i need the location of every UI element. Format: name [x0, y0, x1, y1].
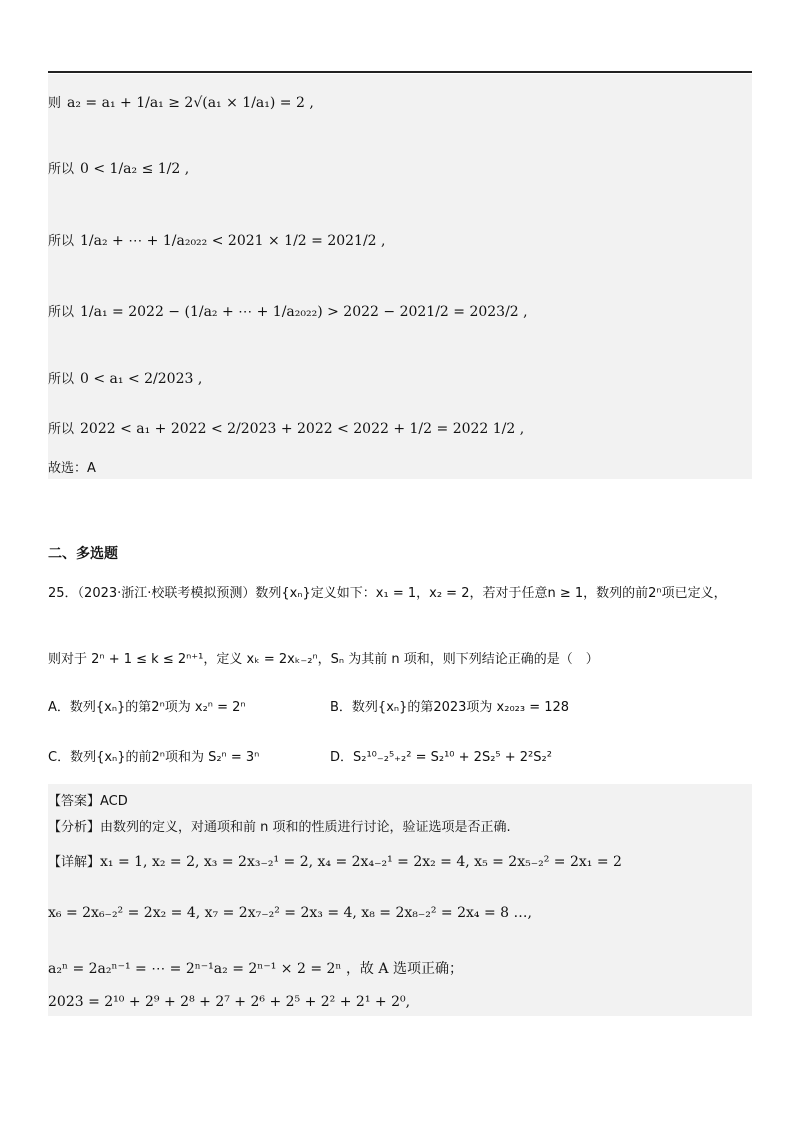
- section-heading: 二、多选题: [48, 546, 118, 562]
- line-prefix: 所以: [48, 372, 75, 387]
- solution-line-5: [48, 370, 202, 389]
- top-rule: [48, 71, 752, 73]
- detail-line-2: [48, 905, 532, 921]
- line-prefix: 故选：A: [48, 461, 96, 476]
- detail-line-1: [48, 851, 622, 870]
- answer-line: 【答案】ACD: [48, 794, 128, 809]
- question-stem-line-1: 25．（2023·浙江·校联考模拟预测）数列{xₙ}定义如下：x₁ = 1，x₂ = 2，若对于任意n ≥ 1，数列的前2ⁿ项已定义，: [48, 586, 727, 601]
- line-prefix: 所以: [48, 422, 75, 437]
- detail-math: x₆ = 2x₆₋₂² = 2x₂ = 4, x₇ = 2x₇₋₂² = 2x₃ = 4, x₈ = 2x₈₋₂² = 2x₄ = 8 …,: [48, 905, 532, 921]
- line-prefix: 所以: [48, 162, 75, 177]
- option-c: C．数列{xₙ}的前2ⁿ项和为 S₂ⁿ = 3ⁿ: [48, 750, 260, 765]
- detail-math: x₁ = 1, x₂ = 2, x₃ = 2x₃₋₂¹ = 2, x₄ = 2x₄₋₂¹ = 2x₂ = 4, x₅ = 2x₅₋₂² = 2x₁ = 2: [100, 854, 622, 870]
- line-math: 1/a₁ = 2022 − (1/a₂ + ⋯ + 1/a₂₀₂₂) > 2022 − 2021/2 = 2023/2 ,: [80, 304, 528, 320]
- detail-label: 【详解】: [48, 855, 101, 870]
- line-prefix: 所以: [48, 305, 75, 320]
- detail-line-4: [48, 994, 410, 1010]
- previous-solution-panel: [48, 74, 752, 479]
- option-d: D．S₂¹⁰₋₂⁵₊₂² = S₂¹⁰ + 2S₂⁵ + 2²S₂²: [330, 750, 552, 765]
- detail-math: 2023 = 2¹⁰ + 2⁹ + 2⁸ + 2⁷ + 2⁶ + 2⁵ + 2² + 2¹ + 2⁰,: [48, 994, 411, 1010]
- solution-line-6: [48, 420, 524, 439]
- analysis-line: 【分析】由数列的定义，对通项和前 n 项和的性质进行讨论，验证选项是否正确.: [48, 820, 511, 835]
- option-b: B．数列{xₙ}的第2023项为 x₂₀₂₃ = 128: [330, 700, 570, 715]
- solution-line-1: [48, 94, 314, 113]
- line-math: a₂ = a₁ + 1/a₁ ≥ 2√(a₁ × 1/a₁) = 2 ,: [67, 95, 314, 111]
- solution-line-2: [48, 160, 189, 179]
- line-math: 0 < a₁ < 2/2023 ,: [80, 371, 203, 387]
- detail-math: a₂ⁿ = 2a₂ⁿ⁻¹ = ⋯ = 2ⁿ⁻¹a₂ = 2ⁿ⁻¹ × 2 = 2ⁿ ，故 A 选项正确；: [48, 961, 463, 977]
- line-math: 0 < 1/a₂ ≤ 1/2 ,: [80, 161, 190, 177]
- solution-line-7: [48, 459, 102, 478]
- solution-line-3: [48, 232, 386, 251]
- line-prefix: 则: [48, 96, 62, 111]
- line-math: 2022 < a₁ + 2022 < 2/2023 + 2022 < 2022 + 1/2 = 2022 1/2 ,: [80, 421, 525, 437]
- solution-line-4: [48, 303, 528, 322]
- question-stem-line-2: 则对于 2ⁿ + 1 ≤ k ≤ 2ⁿ⁺¹，定义 xₖ = 2xₖ₋₂ⁿ，Sₙ 为其前 n 项和，则下列结论正确的是（ ）: [48, 652, 599, 667]
- line-math: 1/a₂ + ⋯ + 1/a₂₀₂₂ < 2021 × 1/2 = 2021/2 ,: [80, 233, 386, 249]
- option-a: A．数列{xₙ}的第2ⁿ项为 x₂ⁿ = 2ⁿ: [48, 700, 246, 715]
- detail-line-3: [48, 958, 463, 978]
- line-prefix: 所以: [48, 234, 75, 249]
